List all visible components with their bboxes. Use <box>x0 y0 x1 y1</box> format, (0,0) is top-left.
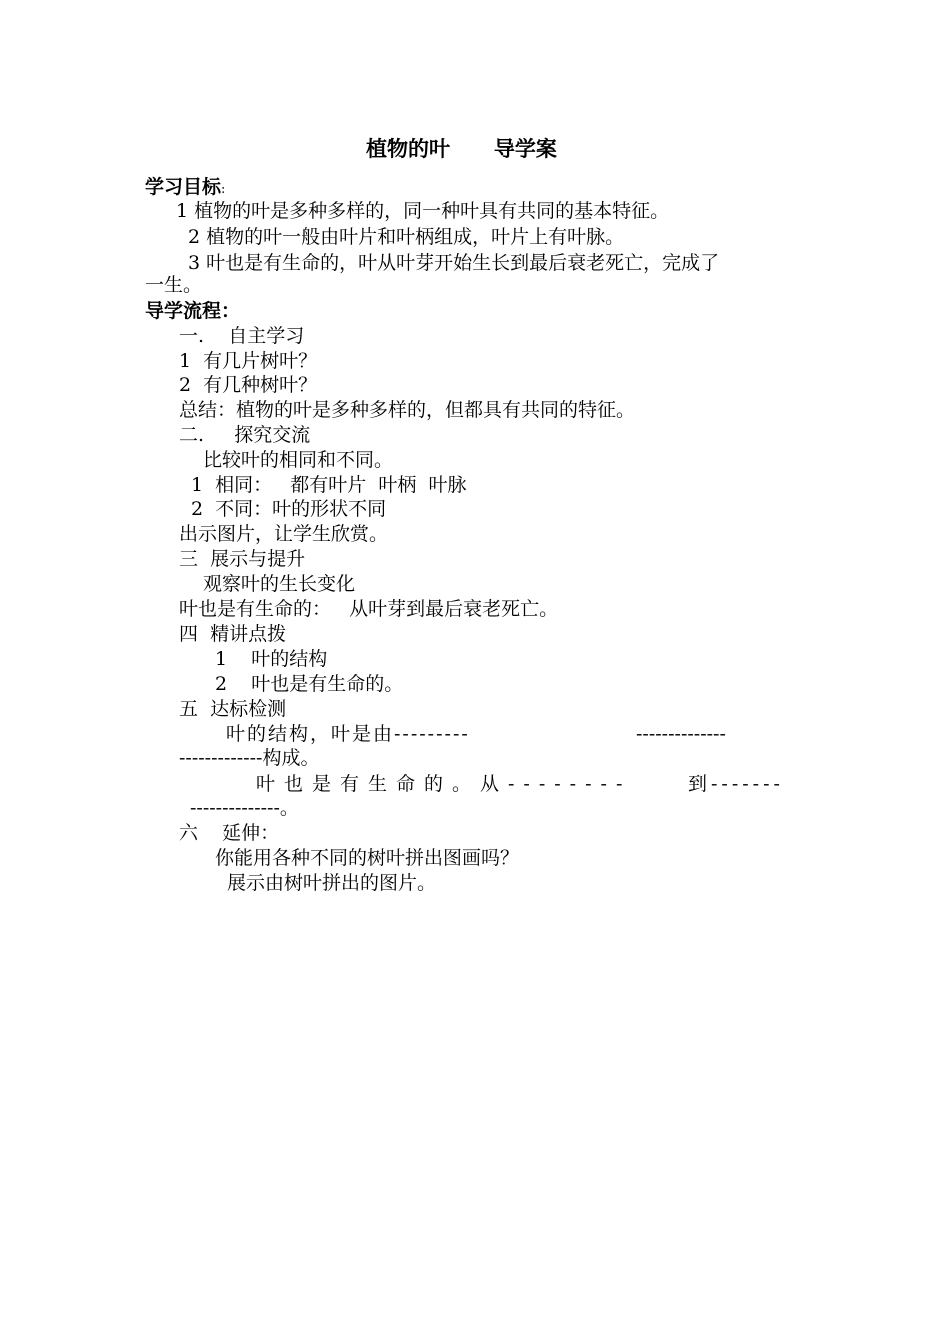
section-3-heading: 三 展示与提升 <box>179 548 306 570</box>
section-3-intro: 观察叶的生长变化 <box>203 573 356 595</box>
objective-item-3-continuation: 一生。 <box>145 274 203 296</box>
section-4-item-1: 1 叶的结构 <box>215 648 328 670</box>
section-4-item-2: 2 叶也是有生命的。 <box>215 673 404 695</box>
document-title: 植物的叶 导学案 <box>366 137 557 161</box>
section-3-statement: 叶也是有生命的： 从叶芽到最后衰老死亡。 <box>179 598 559 620</box>
blank-question-1: 叶的结构，叶是由--------- <box>226 723 470 745</box>
blank-question-2-fill: 到------- <box>688 773 784 795</box>
blank-question-2: 叶也是有生命的。从-------- <box>256 773 632 795</box>
section-1-item-2: 2 有几种树叶？ <box>179 374 318 396</box>
section-1-item-1: 1 有几片树叶？ <box>179 350 318 372</box>
objectives-heading-colon: : <box>221 182 226 197</box>
objectives-heading-row <box>145 175 225 202</box>
section-6-note: 展示由树叶拼出的图片。 <box>227 872 437 894</box>
section-5-heading: 五 达标检测 <box>179 698 287 720</box>
objective-item-3: 3 叶也是有生命的，叶从叶芽开始生长到最后衰老死亡，完成了 <box>188 252 720 274</box>
section-4-heading: 四 精讲点拨 <box>179 623 287 645</box>
process-heading: 导学流程： <box>145 300 241 322</box>
objective-item-2: 2 植物的叶一般由叶片和叶柄组成，叶片上有叶脉。 <box>188 226 625 248</box>
blank-question-1-fill: -------------- <box>636 723 726 745</box>
section-2-item-2: 2 不同：叶的形状不同 <box>191 498 387 520</box>
section-1-summary: 总结：植物的叶是多种多样的，但都具有共同的特征。 <box>179 399 636 421</box>
section-2-note: 出示图片，让学生欣赏。 <box>179 523 389 545</box>
section-6-heading: 六 延伸： <box>179 822 280 844</box>
blank-question-2-end: --------------。 <box>190 797 299 819</box>
section-2-intro: 比较叶的相同和不同。 <box>203 449 394 471</box>
section-6-question: 你能用各种不同的树叶拼出图画吗？ <box>215 847 520 869</box>
section-2-item-1: 1 相同： 都有叶片 叶柄 叶脉 <box>191 474 467 496</box>
section-2-heading: 二. 探究交流 <box>179 424 311 446</box>
section-1-heading: 一. 自主学习 <box>179 325 305 347</box>
blank-question-1-end: -------------构成。 <box>179 747 320 769</box>
objective-item-1: 1 植物的叶是多种多样的，同一种叶具有共同的基本特征。 <box>176 200 670 222</box>
objectives-heading: 学习目标 <box>145 176 222 198</box>
